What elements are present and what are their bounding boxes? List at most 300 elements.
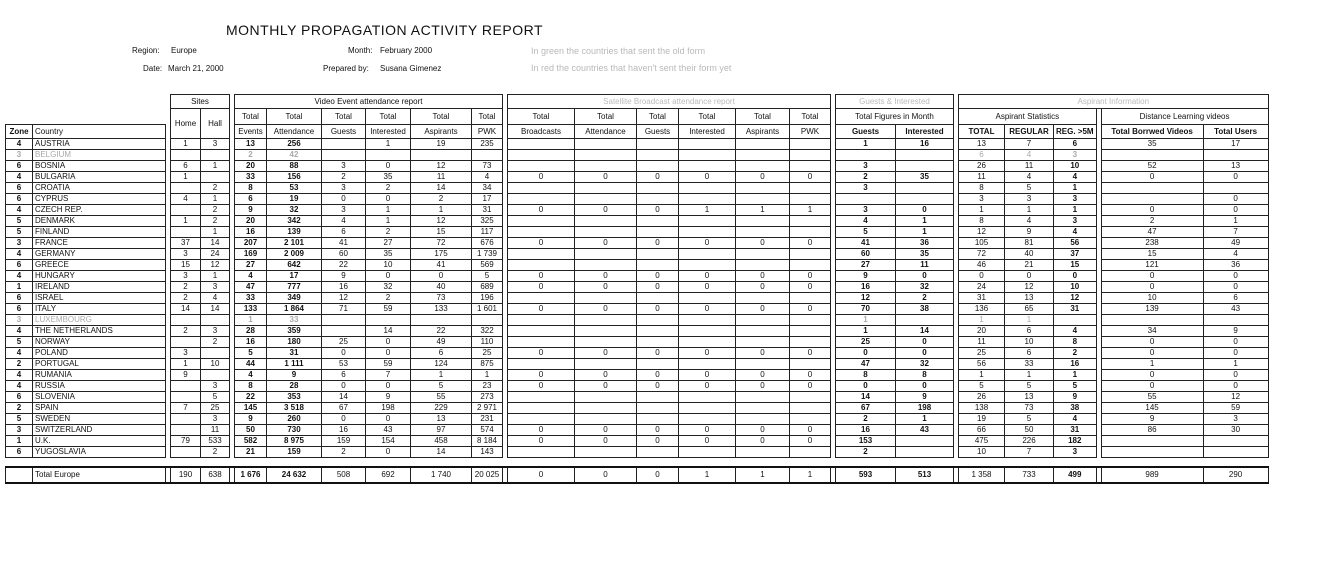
cell-s-aspirants xyxy=(736,249,790,260)
cell-d-borrowed: 0 xyxy=(1101,282,1203,293)
cell-v-interested: 0 xyxy=(366,381,411,392)
cell-v-pwk xyxy=(472,315,503,326)
cell-hall: 10 xyxy=(201,359,230,370)
cell-v-attendance: 8 975 xyxy=(267,436,322,447)
cell-a-reg5m: 31 xyxy=(1054,425,1097,436)
cell-s-interested: 0 xyxy=(679,348,736,359)
cell-zone: 4 xyxy=(6,370,33,381)
cell-s-broadcasts: 0 xyxy=(508,370,575,381)
cell-s-aspirants: 0 xyxy=(736,436,790,447)
table-row xyxy=(6,161,1269,172)
cell-s-guests xyxy=(637,194,679,205)
cell-home: 4 xyxy=(171,194,201,205)
cell-s-attendance xyxy=(575,337,637,348)
col-s-attendance-1: Total xyxy=(575,109,637,125)
cell-home: 190 xyxy=(171,467,201,483)
cell-v-guests: 3 xyxy=(322,161,366,172)
cell-a-reg5m: 9 xyxy=(1054,392,1097,403)
cell-v-events: 6 xyxy=(235,194,267,205)
cell-v-guests: 3 xyxy=(322,205,366,216)
cell-v-interested: 35 xyxy=(366,249,411,260)
cell-a-total: 1 xyxy=(959,370,1005,381)
cell-country: NORWAY xyxy=(33,337,166,348)
cell-hall: 3 xyxy=(201,414,230,425)
cell-hall: 3 xyxy=(201,282,230,293)
cell-s-interested xyxy=(679,293,736,304)
cell-a-reg5m: 4 xyxy=(1054,414,1097,425)
cell-v-guests: 60 xyxy=(322,249,366,260)
cell-country: HUNGARY xyxy=(33,271,166,282)
cell-v-aspirants: 1 xyxy=(411,205,472,216)
cell-s-broadcasts xyxy=(508,326,575,337)
cell-g-guests: 0 xyxy=(836,348,896,359)
cell-zone: 5 xyxy=(6,337,33,348)
cell-home: 2 xyxy=(171,293,201,304)
cell-v-pwk: 31 xyxy=(472,205,503,216)
cell-v-events: 4 xyxy=(235,271,267,282)
cell-s-guests xyxy=(637,414,679,425)
cell-a-reg5m: 12 xyxy=(1054,293,1097,304)
cell-v-interested: 2 xyxy=(366,227,411,238)
cell-hall xyxy=(201,348,230,359)
cell-a-reg5m: 182 xyxy=(1054,436,1097,447)
cell-s-broadcasts xyxy=(508,337,575,348)
cell-d-users xyxy=(1203,183,1268,194)
cell-a-total: 25 xyxy=(959,348,1005,359)
cell-a-reg5m: 4 xyxy=(1054,326,1097,337)
cell-s-pwk xyxy=(790,216,831,227)
cell-s-pwk: 0 xyxy=(790,271,831,282)
cell-zone: 4 xyxy=(6,139,33,150)
cell-d-borrowed: 15 xyxy=(1101,249,1203,260)
cell-hall xyxy=(201,370,230,381)
cell-d-users: 17 xyxy=(1203,139,1268,150)
cell-d-borrowed: 121 xyxy=(1101,260,1203,271)
cell-v-pwk: 5 xyxy=(472,271,503,282)
cell-a-regular: 4 xyxy=(1005,150,1054,161)
cell-d-users: 4 xyxy=(1203,249,1268,260)
cell-s-guests xyxy=(637,392,679,403)
cell-home xyxy=(171,183,201,194)
cell-v-aspirants: 14 xyxy=(411,183,472,194)
cell-s-attendance xyxy=(575,161,637,172)
cell-g-interested: 14 xyxy=(896,326,954,337)
cell-s-broadcasts: 0 xyxy=(508,436,575,447)
cell-s-interested: 0 xyxy=(679,172,736,183)
cell-s-broadcasts: 0 xyxy=(508,271,575,282)
cell-hall: 11 xyxy=(201,425,230,436)
cell-s-attendance xyxy=(575,359,637,370)
cell-v-attendance: 256 xyxy=(267,139,322,150)
cell-v-aspirants: 73 xyxy=(411,293,472,304)
cell-s-attendance: 0 xyxy=(575,370,637,381)
cell-s-aspirants: 0 xyxy=(736,425,790,436)
cell-d-users xyxy=(1203,315,1268,326)
cell-s-pwk: 1 xyxy=(790,467,831,483)
cell-v-guests: 6 xyxy=(322,370,366,381)
cell-v-events: 27 xyxy=(235,260,267,271)
cell-s-guests xyxy=(637,227,679,238)
cell-v-guests: 3 xyxy=(322,183,366,194)
cell-zone: 4 xyxy=(6,249,33,260)
cell-d-users: 0 xyxy=(1203,271,1268,282)
cell-v-aspirants: 14 xyxy=(411,447,472,458)
col-g-interested: Interested xyxy=(896,125,954,139)
cell-v-guests: 9 xyxy=(322,271,366,282)
table-row xyxy=(6,293,1269,304)
cell-home: 3 xyxy=(171,348,201,359)
cell-g-interested xyxy=(896,436,954,447)
cell-d-borrowed xyxy=(1101,447,1203,458)
cell-g-interested: 35 xyxy=(896,249,954,260)
cell-g-guests xyxy=(836,194,896,205)
cell-s-attendance: 0 xyxy=(575,238,637,249)
cell-home xyxy=(171,447,201,458)
cell-s-attendance xyxy=(575,227,637,238)
cell-a-total: 24 xyxy=(959,282,1005,293)
cell-a-reg5m: 16 xyxy=(1054,359,1097,370)
cell-s-pwk xyxy=(790,326,831,337)
cell-s-attendance: 0 xyxy=(575,205,637,216)
cell-v-events: 4 xyxy=(235,370,267,381)
cell-a-total: 56 xyxy=(959,359,1005,370)
cell-s-pwk xyxy=(790,150,831,161)
cell-a-regular: 4 xyxy=(1005,172,1054,183)
cell-v-events: 1 xyxy=(235,315,267,326)
cell-country: BELGIUM xyxy=(33,150,166,161)
report-table xyxy=(5,94,1269,484)
cell-v-aspirants: 97 xyxy=(411,425,472,436)
cell-d-borrowed xyxy=(1101,315,1203,326)
cell-s-aspirants: 0 xyxy=(736,304,790,315)
cell-country: CROATIA xyxy=(33,183,166,194)
cell-a-total: 1 xyxy=(959,205,1005,216)
cell-s-broadcasts xyxy=(508,392,575,403)
col-v-attendance-1: Total xyxy=(267,109,322,125)
cell-hall: 3 xyxy=(201,139,230,150)
cell-v-aspirants xyxy=(411,315,472,326)
table-row xyxy=(6,139,1269,150)
col-v-guests-2: Guests xyxy=(322,125,366,139)
cell-d-users: 36 xyxy=(1203,260,1268,271)
col-s-interested-1: Total xyxy=(679,109,736,125)
cell-s-interested xyxy=(679,359,736,370)
cell-s-broadcasts xyxy=(508,216,575,227)
cell-s-aspirants xyxy=(736,403,790,414)
cell-s-pwk xyxy=(790,392,831,403)
cell-g-guests: 27 xyxy=(836,260,896,271)
cell-v-events: 8 xyxy=(235,381,267,392)
cell-hall: 638 xyxy=(201,467,230,483)
cell-zone: 6 xyxy=(6,392,33,403)
cell-v-attendance: 1 864 xyxy=(267,304,322,315)
cell-v-guests xyxy=(322,139,366,150)
cell-country: PORTUGAL xyxy=(33,359,166,370)
cell-g-guests: 16 xyxy=(836,282,896,293)
col-s-pwk-1: Total xyxy=(790,109,831,125)
cell-v-attendance: 28 xyxy=(267,381,322,392)
cell-a-reg5m: 499 xyxy=(1054,467,1097,483)
cell-s-pwk xyxy=(790,447,831,458)
cell-v-interested: 2 xyxy=(366,183,411,194)
cell-s-guests: 0 xyxy=(637,467,679,483)
cell-v-interested: 1 xyxy=(366,216,411,227)
cell-s-interested: 0 xyxy=(679,436,736,447)
cell-a-reg5m: 4 xyxy=(1054,227,1097,238)
cell-s-guests xyxy=(637,150,679,161)
cell-d-borrowed: 139 xyxy=(1101,304,1203,315)
cell-d-users: 6 xyxy=(1203,293,1268,304)
cell-v-interested: 14 xyxy=(366,326,411,337)
cell-v-aspirants: 458 xyxy=(411,436,472,447)
cell-v-guests: 508 xyxy=(322,467,366,483)
cell-a-total: 31 xyxy=(959,293,1005,304)
col-v-guests-1: Total xyxy=(322,109,366,125)
table-row xyxy=(6,227,1269,238)
cell-v-aspirants: 124 xyxy=(411,359,472,370)
cell-d-borrowed: 47 xyxy=(1101,227,1203,238)
cell-s-broadcasts: 0 xyxy=(508,282,575,293)
cell-home: 3 xyxy=(171,271,201,282)
cell-s-guests xyxy=(637,326,679,337)
col-s-pwk-2: PWK xyxy=(790,125,831,139)
cell-v-events: 9 xyxy=(235,414,267,425)
cell-d-users: 0 xyxy=(1203,370,1268,381)
cell-s-aspirants xyxy=(736,392,790,403)
cell-g-interested: 0 xyxy=(896,205,954,216)
cell-v-attendance: 2 101 xyxy=(267,238,322,249)
cell-s-interested xyxy=(679,227,736,238)
cell-v-events: 145 xyxy=(235,403,267,414)
cell-s-interested: 0 xyxy=(679,282,736,293)
cell-v-interested: 0 xyxy=(366,447,411,458)
cell-g-interested: 0 xyxy=(896,348,954,359)
cell-s-interested xyxy=(679,337,736,348)
cell-country: LUXEMBOURG xyxy=(33,315,166,326)
table-row xyxy=(6,183,1269,194)
cell-v-guests: 14 xyxy=(322,392,366,403)
cell-s-interested: 0 xyxy=(679,238,736,249)
cell-g-guests: 14 xyxy=(836,392,896,403)
cell-country: SLOVENIA xyxy=(33,392,166,403)
cell-a-reg5m: 1 xyxy=(1054,370,1097,381)
cell-s-pwk: 1 xyxy=(790,205,831,216)
cell-v-guests: 53 xyxy=(322,359,366,370)
cell-s-aspirants xyxy=(736,293,790,304)
cell-g-interested: 32 xyxy=(896,282,954,293)
cell-s-attendance xyxy=(575,194,637,205)
cell-a-regular: 10 xyxy=(1005,337,1054,348)
cell-g-interested: 2 xyxy=(896,293,954,304)
cell-v-pwk: 1 601 xyxy=(472,304,503,315)
cell-g-guests: 8 xyxy=(836,370,896,381)
cell-v-aspirants: 55 xyxy=(411,392,472,403)
cell-s-broadcasts xyxy=(508,447,575,458)
cell-d-users: 0 xyxy=(1203,172,1268,183)
cell-v-pwk: 23 xyxy=(472,381,503,392)
cell-s-broadcasts xyxy=(508,194,575,205)
cell-g-interested: 198 xyxy=(896,403,954,414)
month-value: February 2000 xyxy=(380,46,433,55)
cell-v-pwk: 875 xyxy=(472,359,503,370)
cell-hall: 3 xyxy=(201,381,230,392)
cell-country: CZECH REP. xyxy=(33,205,166,216)
cell-g-interested: 9 xyxy=(896,392,954,403)
cell-hall: 2 xyxy=(201,183,230,194)
group-total-figures: Total Figures in Month xyxy=(836,109,954,125)
cell-s-attendance xyxy=(575,260,637,271)
cell-v-aspirants: 72 xyxy=(411,238,472,249)
cell-a-reg5m: 0 xyxy=(1054,271,1097,282)
cell-d-users: 0 xyxy=(1203,282,1268,293)
cell-a-regular: 0 xyxy=(1005,271,1054,282)
cell-s-broadcasts xyxy=(508,183,575,194)
cell-v-guests: 2 xyxy=(322,447,366,458)
table-row xyxy=(6,403,1269,414)
cell-zone: 6 xyxy=(6,304,33,315)
col-zone: Zone xyxy=(6,125,33,139)
cell-a-regular: 40 xyxy=(1005,249,1054,260)
cell-a-total: 19 xyxy=(959,414,1005,425)
cell-zone: 1 xyxy=(6,282,33,293)
cell-v-pwk: 569 xyxy=(472,260,503,271)
cell-a-reg5m: 38 xyxy=(1054,403,1097,414)
cell-v-interested: 198 xyxy=(366,403,411,414)
cell-country: POLAND xyxy=(33,348,166,359)
cell-s-pwk xyxy=(790,403,831,414)
cell-hall: 4 xyxy=(201,293,230,304)
cell-g-guests: 3 xyxy=(836,205,896,216)
cell-v-pwk: 689 xyxy=(472,282,503,293)
cell-d-users: 0 xyxy=(1203,337,1268,348)
date-label: Date: xyxy=(143,64,163,73)
cell-s-pwk: 0 xyxy=(790,304,831,315)
cell-a-total: 11 xyxy=(959,172,1005,183)
cell-s-attendance xyxy=(575,326,637,337)
table-row xyxy=(6,348,1269,359)
cell-s-aspirants: 0 xyxy=(736,381,790,392)
cell-country: CYPRUS xyxy=(33,194,166,205)
cell-zone: 3 xyxy=(6,315,33,326)
cell-s-attendance: 0 xyxy=(575,467,637,483)
table-row xyxy=(6,238,1269,249)
cell-v-pwk: 73 xyxy=(472,161,503,172)
cell-a-regular: 5 xyxy=(1005,414,1054,425)
cell-v-interested: 43 xyxy=(366,425,411,436)
cell-s-attendance xyxy=(575,392,637,403)
cell-v-attendance: 342 xyxy=(267,216,322,227)
cell-home xyxy=(171,227,201,238)
col-g-guests: Guests xyxy=(836,125,896,139)
cell-v-events: 20 xyxy=(235,161,267,172)
cell-s-guests: 0 xyxy=(637,238,679,249)
cell-g-guests: 67 xyxy=(836,403,896,414)
cell-zone: 3 xyxy=(6,425,33,436)
cell-s-interested xyxy=(679,447,736,458)
cell-s-attendance: 0 xyxy=(575,271,637,282)
cell-g-guests: 9 xyxy=(836,271,896,282)
cell-a-regular: 12 xyxy=(1005,282,1054,293)
cell-s-pwk xyxy=(790,183,831,194)
cell-s-broadcasts xyxy=(508,249,575,260)
cell-a-total: 66 xyxy=(959,425,1005,436)
cell-v-aspirants: 1 xyxy=(411,370,472,381)
cell-v-events: 2 xyxy=(235,150,267,161)
cell-s-guests xyxy=(637,293,679,304)
cell-v-pwk: 676 xyxy=(472,238,503,249)
cell-g-guests: 1 xyxy=(836,315,896,326)
cell-a-regular: 7 xyxy=(1005,447,1054,458)
cell-a-reg5m: 2 xyxy=(1054,348,1097,359)
cell-s-guests xyxy=(637,315,679,326)
cell-s-broadcasts xyxy=(508,260,575,271)
cell-hall: 2 xyxy=(201,447,230,458)
cell-a-regular: 13 xyxy=(1005,392,1054,403)
cell-a-reg5m: 10 xyxy=(1054,282,1097,293)
cell-v-interested: 692 xyxy=(366,467,411,483)
cell-d-borrowed: 9 xyxy=(1101,414,1203,425)
cell-hall: 3 xyxy=(201,326,230,337)
cell-v-interested: 59 xyxy=(366,304,411,315)
cell-d-borrowed: 52 xyxy=(1101,161,1203,172)
cell-s-guests xyxy=(637,447,679,458)
cell-g-interested: 1 xyxy=(896,227,954,238)
cell-s-broadcasts: 0 xyxy=(508,172,575,183)
cell-country: BULGARIA xyxy=(33,172,166,183)
cell-country: GERMANY xyxy=(33,249,166,260)
cell-g-interested xyxy=(896,315,954,326)
cell-g-interested: 0 xyxy=(896,381,954,392)
cell-v-attendance: 19 xyxy=(267,194,322,205)
cell-v-pwk: 4 xyxy=(472,172,503,183)
cell-a-reg5m: 56 xyxy=(1054,238,1097,249)
cell-g-guests: 4 xyxy=(836,216,896,227)
cell-g-interested: 1 xyxy=(896,216,954,227)
cell-v-attendance: 53 xyxy=(267,183,322,194)
cell-v-events: 28 xyxy=(235,326,267,337)
cell-a-regular: 226 xyxy=(1005,436,1054,447)
cell-s-interested xyxy=(679,403,736,414)
cell-s-interested xyxy=(679,139,736,150)
cell-v-events: 133 xyxy=(235,304,267,315)
cell-v-events: 44 xyxy=(235,359,267,370)
cell-s-pwk xyxy=(790,414,831,425)
cell-v-events: 16 xyxy=(235,337,267,348)
cell-v-attendance: 349 xyxy=(267,293,322,304)
cell-v-pwk: 17 xyxy=(472,194,503,205)
cell-home xyxy=(171,205,201,216)
cell-v-guests: 0 xyxy=(322,348,366,359)
table-row xyxy=(6,392,1269,403)
cell-a-total: 0 xyxy=(959,271,1005,282)
cell-a-reg5m: 31 xyxy=(1054,304,1097,315)
cell-s-guests: 0 xyxy=(637,205,679,216)
table-row xyxy=(6,271,1269,282)
cell-v-interested: 0 xyxy=(366,161,411,172)
cell-v-interested: 0 xyxy=(366,414,411,425)
col-v-events-1: Total xyxy=(235,109,267,125)
cell-v-aspirants: 11 xyxy=(411,172,472,183)
col-v-aspirants-2: Aspirants xyxy=(411,125,472,139)
cell-s-attendance xyxy=(575,216,637,227)
cell-v-interested: 0 xyxy=(366,348,411,359)
table-row xyxy=(6,304,1269,315)
cell-hall xyxy=(201,150,230,161)
region-value: Europe xyxy=(171,46,197,55)
cell-a-regular: 11 xyxy=(1005,161,1054,172)
cell-s-attendance xyxy=(575,403,637,414)
cell-s-pwk xyxy=(790,194,831,205)
